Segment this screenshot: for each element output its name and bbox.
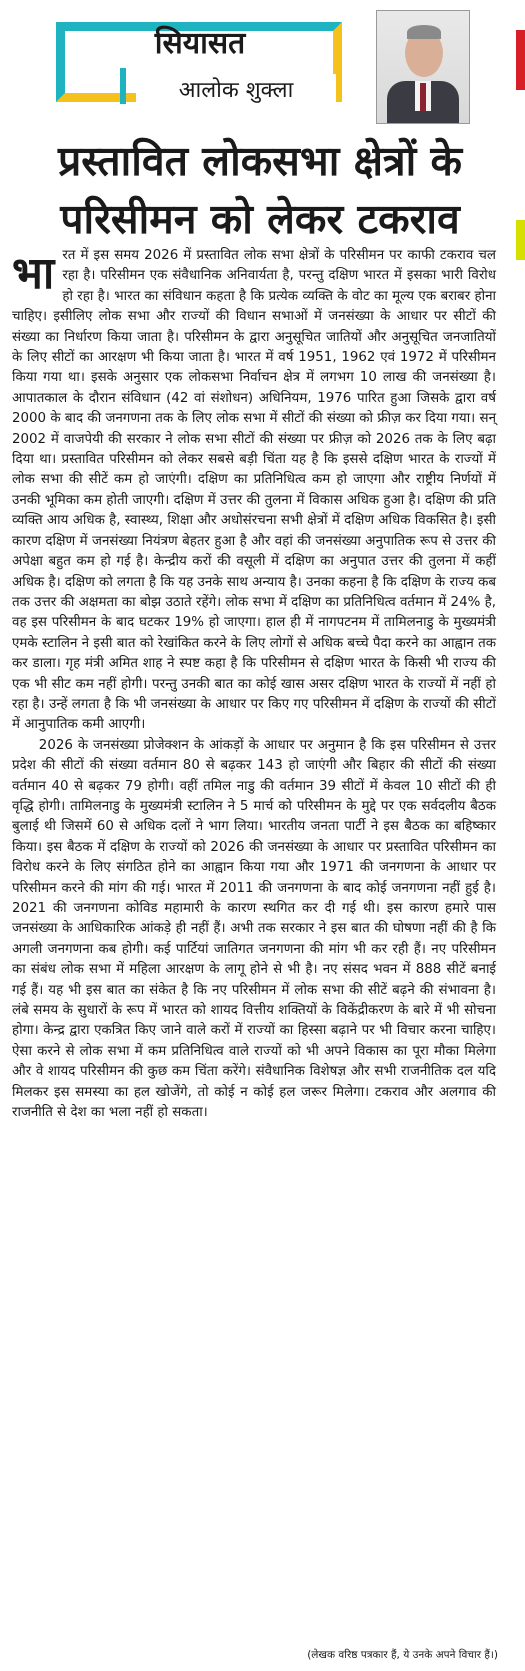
- author-photo: [376, 10, 470, 124]
- author-note: (लेखक वरिष्ठ पत्रकार हैं, ये उनके अपने विचार हैं।): [307, 1649, 498, 1661]
- page-edge-mark: [516, 30, 525, 90]
- page-edge-mark-yellow: [516, 220, 525, 260]
- article-body: [12, 246, 496, 1123]
- headline: प्रस्तावित लोकसभा क्षेत्रों के परिसीमन को लेकर टकराव: [57, 137, 463, 243]
- photo-hair: [407, 25, 441, 39]
- column-title: सियासत: [154, 26, 246, 61]
- column-header: [0, 0, 525, 132]
- article-paragraph-1: रत में इस समय 2026 में प्रस्तावित लोक सभा क्षेत्रों के परिसीमन पर काफी टकराव चल रहा है। परिसीमन एक संवैधानिक अनिवार्यता है, परन्तु दक्षिण भारत में इसका भारी विरोध हो रहा है। भारत का संविधान कहता है कि प्रत्येक व्यक्ति के वोट का मूल्य एक बराबर होना चाहिए। इसीलिए लोक सभा और राज्यों की विधान सभाओं में जनसंख्या के आधार पर सीटों की संख्या का निर्धारण किया जाता है। परिसीमन के द्वारा अनुसूचित जातियों और अनुसूचित जनजातियों के लिए सीटों का आरक्षण भी किया जाता है। भारत में वर्ष 1951, 1962 एवं 1972 में परिसीमन किया गया था। इसके अनुसार एक लोकसभा निर्वाचन क्षेत्र में लगभग 10 लाख की जनसंख्या है। आपातकाल के दौरान संविधान (42 वां संशोधन) अधिनियम, 1976 पारित हुआ जिसके द्वारा वर्ष 2000 के बाद की जनगणना तक के लिए लोक सभा में सीटों की संख्या को फ्रीज़ कर दिया गया। सन् 2002 में वाजपेयी की सरकार ने लोक सभा सीटों की संख्या पर फ्रीज़ को 2026 तक के लिए बढ़ा दिया था। प्रस्तावित परिसीमन को लेकर सबसे बड़ी चिंता यह है कि इससे दक्षिण भारत के राज्यों में लोक सभा की सीटें कम हो जाएंगी। दक्षिण का प्रतिनिधित्व कम हो जाएगा और राष्ट्रीय निर्णयों में उनकी भूमिका कम होती जाएगी। दक्षिण में उत्तर की तुलना में विकास अधिक हुआ है। दक्षिण की प्रति व्यक्ति आय अधिक है, स्वास्थ्य, शिक्षा और अधोसंरचना सभी क्षेत्रों में दक्षिण अधिक विकसित है। इसी कारण दक्षिण में जनसंख्या नियंत्रण बेहतर हुआ है और वहां की जनसंख्या अनुपातिक रूप से उत्तर की अपेक्षा बहुत कम हो गई है। केन्द्रीय करों की वसूली में दक्षिण का अनुपात उत्तर की तुलना में कहीं अधिक है। दक्षिण को लगता है कि यह उनके साथ अन्याय है। उनका कहना है कि दक्षिण के राज्य कब तक उत्तर की अक्षमता का बोझ उठाते रहेंगे। लोक सभा में दक्षिण का प्रतिनिधित्व वर्तमान में 24% है, वह इस परिसीमन के बाद घटकर 19% हो जाएगा। हाल ही में नागपटनम में तामिलनाडु के मुख्यमंत्री एमके स्टालिन ने इसी बात को रेखांकित करने के लिए लोगों से अधिक बच्चे पैदा करने का आह्वान तक कर डाला। गृह मंत्री अमित शाह ने स्पष्ट कहा है कि परिसीमन से दक्षिण भारत के किसी भी राज्य की एक भी सीट कम नहीं होगी। परन्तु उनकी बात का कोई खास असर दक्षिण भारत के राज्यों में नहीं हो रहा है। उन्हें लगता है कि भी जनसंख्या के आधार पर किए गए परिसीमन में दक्षिण के राज्यों की सीटों में आनुपातिक कमी आएगी।: [12, 248, 496, 733]
- dropcap: भा: [12, 248, 55, 299]
- photo-tie: [420, 83, 426, 111]
- author-tab-accent: [120, 68, 126, 104]
- author-name: आलोक शुक्ला: [136, 74, 336, 108]
- article-paragraph-2: 2026 के जनसंख्या प्रोजेक्शन के आंकड़ों के आधार पर अनुमान है कि इस परिसीमन से उत्तर प्रदेश की सीटों की संख्या वर्तमान 80 से बढ़कर 143 हो जाएंगी और बिहार की सीटों की संख्या वर्तमान 40 से बढ़कर 79 होगी। वहीं तमिल नाडु की वर्तमान 39 सीटों में केवल 10 सीटों की ही वृद्धि होगी। तामिलनाडु के मुख्यमंत्री स्टालिन ने 5 मार्च को परिसीमन के मुद्दे पर एक सर्वदलीय बैठक बुलाई थी जिसमें 60 से अधिक दलों ने भाग लिया। भारतीय जनता पार्टी ने इस बैठक का बहिष्कार किया। इस बैठक में दक्षिण के राज्यों को 2026 की जनसंख्या के आधार पर प्रस्तावित परिसीमन का विरोध करने के लिए संगठित होने का आह्वान किया गया और 1971 की जनगणना के आधार पर परिसीमन करने की मांग की गई। भारत में 2011 की जनगणना के बाद कोई जनगणना नहीं हुई है। 2021 की जनगणना कोविड महामारी के कारण स्थगित कर दी गई थी। इस कारण हमारे पास जनसंख्या के आधिकारिक आंकड़े ही नहीं हैं। अभी तक सरकार ने इस बात की घोषणा नहीं की है कि अगली जनगणना कब होगी। कई पार्टियां जातिगत जनगणना की मांग भी कर रही हैं। नए परिसीमन का संबंध लोक सभा में महिला आरक्षण के लागू होने से भी है। नए संसद भवन में 888 सीटें बनाई गई हैं। यह भी इस बात का संकेत है कि नए परिसीमन में लोक सभा की सीटें बढ़ने की संभावना है। लंबे समय के सुधारों के रूप में भारत को शायद वित्तीय शक्तियों के विकेंद्रीकरण के बारे में भी सोचना होगा। केन्द्र द्वारा एकत्रित किए जाने वाले करों में राज्यों का हिस्सा बढ़ाने पर भी विचार करना चाहिए। ऐसा करने से लोक सभा में कम प्रतिनिधित्व वाले राज्यों को भी अपने विकास का पूरा मौका मिलेगा और वे शायद परिसीमन की कुछ कम चिंता करेंगे। संवैधानिक विशेषज्ञ और सभी राजनीतिक दल यदि मिलकर इस समस्या का हल खोजेंगे, तो कोई न कोई हल जरूर मिलेगा। टकराव और अलगाव की राजनीति से देश का भला नहीं हो सकता।: [12, 737, 496, 1121]
